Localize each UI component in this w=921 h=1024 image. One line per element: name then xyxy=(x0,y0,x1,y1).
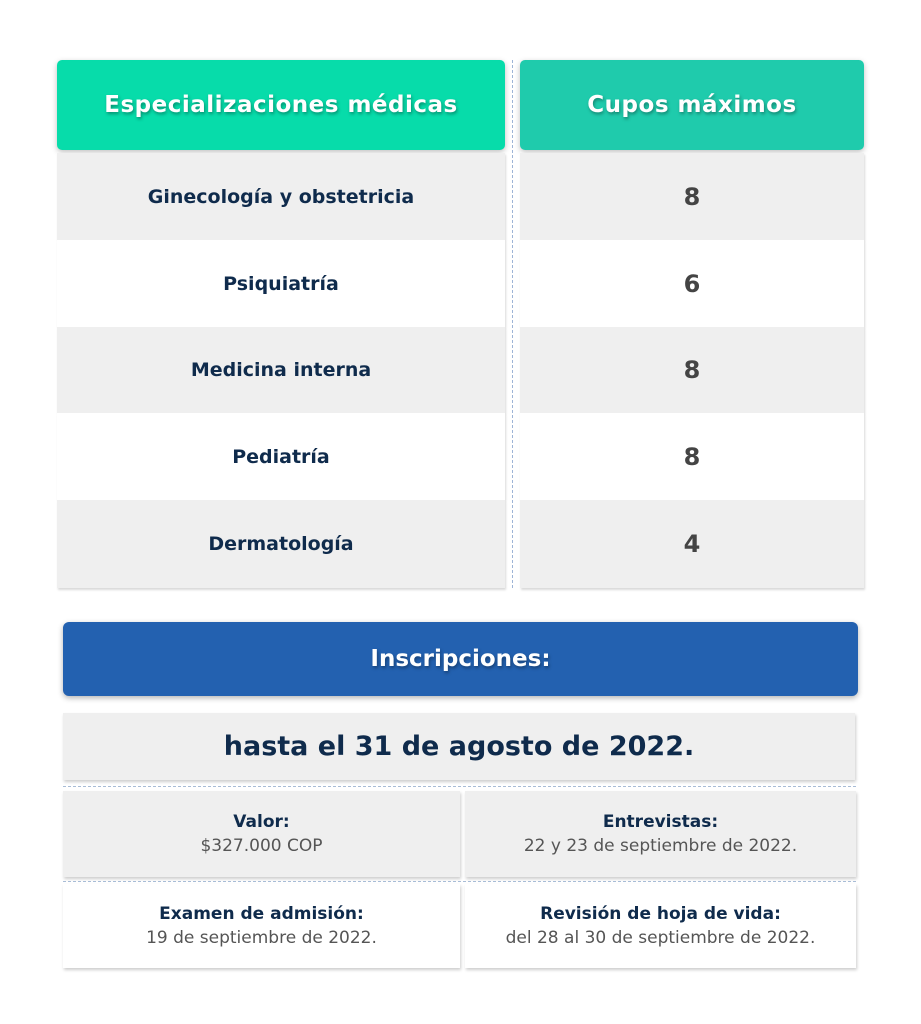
info-value: $327.000 COP xyxy=(200,836,323,856)
info-valor xyxy=(63,791,460,877)
divider xyxy=(63,786,856,787)
row-name: Dermatología xyxy=(57,500,505,588)
info-entrevistas xyxy=(465,791,856,877)
info-examen xyxy=(63,884,460,968)
row-cupos: 4 xyxy=(520,500,864,588)
row-cupos: 8 xyxy=(520,153,864,240)
row-cupos: 6 xyxy=(520,240,864,327)
info-label: Valor: xyxy=(233,812,290,832)
deadline: hasta el 31 de agosto de 2022. xyxy=(63,713,855,780)
info-revision xyxy=(465,884,856,968)
row-cupos: 8 xyxy=(520,327,864,413)
info-value: 22 y 23 de septiembre de 2022. xyxy=(523,836,798,856)
info-label: Entrevistas: xyxy=(602,812,719,832)
info-label: Examen de admisión: xyxy=(159,904,364,924)
row-name: Medicina interna xyxy=(57,327,505,413)
header-especializaciones: Especializaciones médicas xyxy=(57,60,505,150)
info-value: 19 de septiembre de 2022. xyxy=(146,928,377,948)
row-name: Pediatría xyxy=(57,413,505,500)
row-cupos: 8 xyxy=(520,413,864,500)
info-label: Revisión de hoja de vida: xyxy=(540,904,781,924)
row-name: Ginecología y obstetricia xyxy=(57,153,505,240)
divider xyxy=(63,881,856,882)
header-cupos: Cupos máximos xyxy=(520,60,864,150)
inscripciones-banner: Inscripciones: xyxy=(63,622,858,696)
column-divider xyxy=(512,60,513,588)
row-name: Psiquiatría xyxy=(57,240,505,327)
info-value: del 28 al 30 de septiembre de 2022. xyxy=(505,928,816,948)
